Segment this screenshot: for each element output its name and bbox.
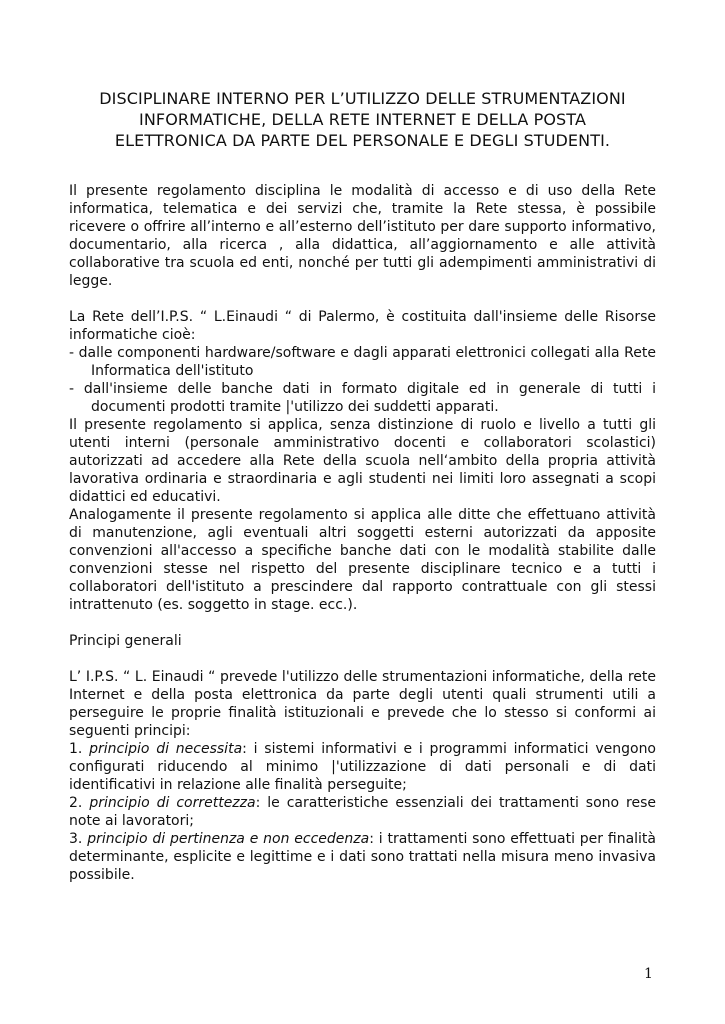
rete-paragraph: La Rete dell’I.P.S. “ L.Einaudi “ di Palermo, è costituita dall'insieme delle Risorse informatiche cioè:	[69, 309, 656, 343]
title-line-3: ELETTRONICA DA PARTE DEL PERSONALE E DEGLI STUDENTI.	[114, 131, 611, 150]
page-number: 1	[644, 966, 653, 982]
scope-paragraph: Il presente regolamento si applica, senza distinzione di ruolo e livello a tutti gli utenti interni (personale amministrativo docenti e collaboratori scolastici) autorizzati ad accedere alla Rete della scuola nell‘ambito della propria attività lavorativa ordinaria e straordinaria e agli studenti nei limiti loro assegnati a scopi didattici ed educativi.	[69, 417, 656, 505]
document-title	[40, 88, 685, 151]
title-line-2: INFORMATICHE, DELLA RETE INTERNET E DELLA POSTA	[139, 110, 586, 129]
rete-list-item-1: - dalle componenti hardware/software e dagli apparati elettronici collegati alla Rete Informatica dell'istituto	[69, 345, 656, 379]
intro-paragraph: Il presente regolamento disciplina le modalità di accesso e di uso della Rete informatica, telematica e dei servizi che, tramite la Rete stessa, è possibile ricevere o offrire all’interno e all’esterno dell’istituto per dare supporto informativo, documentario, alla ricerca , alla didattica, all’aggiornamento e alle attività collaborative tra scuola ed enti, nonché per tutti gli adempimenti amministrativi di legge.	[69, 183, 656, 289]
rete-list-item-2: - dall'insieme delle banche dati in formato digitale ed in generale di tutti i documenti prodotti tramite |'utilizzo dei suddetti apparati.	[69, 381, 656, 415]
external-scope-paragraph: Analogamente il presente regolamento si applica alle ditte che effettuano attività di manutenzione, agli eventuali altri soggetti esterni autorizzati da apposite convenzioni all'accesso a specifiche banche dati con le modalità stabilite dalle convenzioni stesse nel rispetto del presente disciplinare tecnico e a tutti i collaboratori dell'istituto a prescindere dal rapporto contrattuale con gli stessi intrattenuto (es. soggetto in stage. ecc.).	[69, 507, 656, 613]
principle-item: 3. principio di pertinenza e non eccedenza: i trattamenti sono effettuati per finalità determinante, esplicite e legittime e i dati sono trattati nella misura meno invasiva possibile.	[69, 831, 656, 883]
principles-intro: L’ I.P.S. “ L. Einaudi “ prevede l'utilizzo delle strumentazioni informatiche, della rete Internet e della posta elettronica da parte degli utenti quali strumenti utili a perseguire le proprie finalità istituzionali e prevede che lo stesso si conformi ai seguenti principi:	[69, 669, 656, 739]
title-line-1: DISCIPLINARE INTERNO PER L’UTILIZZO DELLE STRUMENTAZIONI	[99, 89, 626, 108]
principle-name: principio di correttezza	[89, 795, 256, 811]
principle-item: 1. principio di necessita: i sistemi informativi e i programmi informatici vengono configurati riducendo al minimo |'utilizzazione di dati personali e di dati identificativi in relazione alle finalità perseguite;	[69, 741, 657, 793]
principle-item: 2. principio di correttezza: le caratteristiche essenziali dei trattamenti sono rese note ai lavoratori;	[69, 795, 656, 829]
section-heading: Principi generali	[69, 633, 182, 649]
document-body	[69, 182, 656, 884]
principle-name: principio di pertinenza e non eccedenza	[87, 831, 370, 847]
principle-name: principio di necessita	[89, 741, 243, 757]
